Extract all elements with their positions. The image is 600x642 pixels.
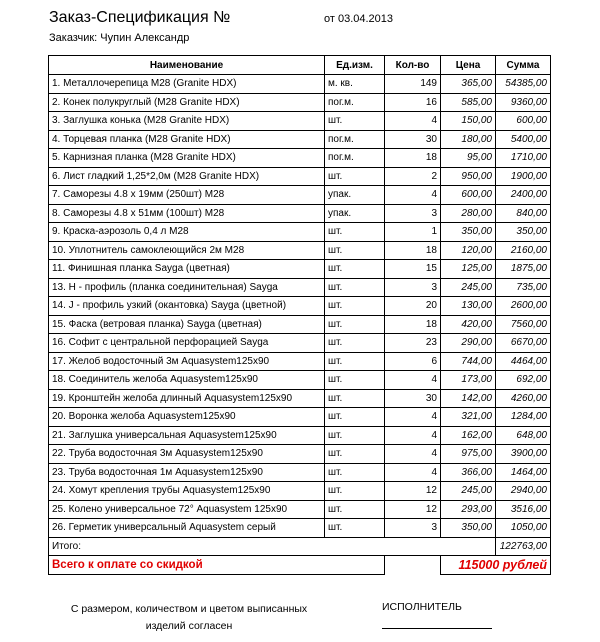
table-row <box>49 223 551 242</box>
table-row <box>49 315 551 334</box>
item-price: 600,00 <box>441 186 496 205</box>
item-sum: 600,00 <box>496 112 551 131</box>
total-label: Итого: <box>49 537 496 556</box>
item-quantity: 1 <box>385 223 441 242</box>
item-name: 3. Заглушка конька (М28 Granite HDX) <box>49 112 325 131</box>
header-quantity: Кол-во <box>385 56 441 75</box>
item-price: 950,00 <box>441 167 496 186</box>
item-unit: шт. <box>325 408 385 427</box>
table-row <box>49 93 551 112</box>
item-unit: шт. <box>325 260 385 279</box>
item-price: 173,00 <box>441 371 496 390</box>
item-sum: 6670,00 <box>496 334 551 353</box>
item-quantity: 3 <box>385 519 441 538</box>
item-unit: упак. <box>325 186 385 205</box>
executor-label: ИСПОЛНИТЕЛЬ <box>382 601 462 613</box>
item-sum: 840,00 <box>496 204 551 223</box>
table-body <box>49 75 551 538</box>
item-quantity: 18 <box>385 315 441 334</box>
item-price: 366,00 <box>441 463 496 482</box>
item-unit: шт. <box>325 352 385 371</box>
item-price: 150,00 <box>441 112 496 131</box>
item-unit: шт. <box>325 315 385 334</box>
item-quantity: 16 <box>385 93 441 112</box>
table-row <box>49 482 551 501</box>
item-name: 1. Металлочерепица М28 (Granite HDX) <box>49 75 325 94</box>
table-row <box>49 260 551 279</box>
customer-name: Заказчик: Чупин Александр <box>49 32 190 44</box>
document-date: от 03.04.2013 <box>324 13 394 25</box>
item-sum: 3516,00 <box>496 500 551 519</box>
table-row <box>49 371 551 390</box>
document-title: Заказ-Спецификация № <box>49 9 231 26</box>
item-quantity: 2 <box>385 167 441 186</box>
item-sum: 692,00 <box>496 371 551 390</box>
table-row <box>49 75 551 94</box>
item-unit: шт. <box>325 389 385 408</box>
item-unit: шт. <box>325 463 385 482</box>
item-unit: пог.м. <box>325 149 385 168</box>
item-unit: шт. <box>325 112 385 131</box>
item-sum: 2600,00 <box>496 297 551 316</box>
agreement-text <box>58 601 320 635</box>
table-row <box>49 463 551 482</box>
item-quantity: 30 <box>385 130 441 149</box>
item-name: 9. Краска-аэрозоль 0,4 л М28 <box>49 223 325 242</box>
table-row <box>49 408 551 427</box>
item-quantity: 4 <box>385 426 441 445</box>
table-row <box>49 167 551 186</box>
item-quantity: 18 <box>385 241 441 260</box>
item-quantity: 6 <box>385 352 441 371</box>
item-sum: 1464,00 <box>496 463 551 482</box>
item-sum: 9360,00 <box>496 93 551 112</box>
item-name: 6. Лист гладкий 1,25*2,0м (М28 Granite HDX) <box>49 167 325 186</box>
header-unit: Ед.изм. <box>325 56 385 75</box>
item-unit: упак. <box>325 204 385 223</box>
table-row <box>49 278 551 297</box>
item-quantity: 23 <box>385 334 441 353</box>
item-unit: пог.м. <box>325 130 385 149</box>
table-header-row <box>49 56 551 75</box>
table-row <box>49 445 551 464</box>
item-name: 22. Труба водосточная 3м Aquasystem125x90 <box>49 445 325 464</box>
item-price: 95,00 <box>441 149 496 168</box>
item-quantity: 4 <box>385 445 441 464</box>
header-sum: Сумма <box>496 56 551 75</box>
item-price: 290,00 <box>441 334 496 353</box>
table-row <box>49 241 551 260</box>
item-name: 15. Фаска (ветровая планка) Sayga (цветная) <box>49 315 325 334</box>
item-price: 142,00 <box>441 389 496 408</box>
item-sum: 2940,00 <box>496 482 551 501</box>
item-price: 585,00 <box>441 93 496 112</box>
discount-label: Всего к оплате со скидкой <box>49 556 385 575</box>
item-sum: 4464,00 <box>496 352 551 371</box>
table-row <box>49 389 551 408</box>
item-quantity: 3 <box>385 278 441 297</box>
item-sum: 648,00 <box>496 426 551 445</box>
discount-spacer <box>385 556 441 575</box>
item-price: 321,00 <box>441 408 496 427</box>
item-unit: шт. <box>325 482 385 501</box>
item-sum: 735,00 <box>496 278 551 297</box>
item-sum: 350,00 <box>496 223 551 242</box>
item-price: 365,00 <box>441 75 496 94</box>
item-unit: шт. <box>325 500 385 519</box>
item-sum: 2160,00 <box>496 241 551 260</box>
item-unit: шт. <box>325 278 385 297</box>
item-name: 14. J - профиль узкий (окантовка) Sayga (цветной) <box>49 297 325 316</box>
item-quantity: 3 <box>385 204 441 223</box>
header-price: Цена <box>441 56 496 75</box>
item-name: 10. Уплотнитель самоклеющийся 2м М28 <box>49 241 325 260</box>
item-name: 17. Желоб водосточный 3м Aquasystem125x90 <box>49 352 325 371</box>
table-row <box>49 149 551 168</box>
item-sum: 3900,00 <box>496 445 551 464</box>
item-name: 4. Торцевая планка (М28 Granite HDX) <box>49 130 325 149</box>
item-quantity: 18 <box>385 149 441 168</box>
table-row <box>49 519 551 538</box>
item-quantity: 4 <box>385 371 441 390</box>
item-quantity: 12 <box>385 482 441 501</box>
item-price: 180,00 <box>441 130 496 149</box>
signature-line <box>382 628 492 629</box>
item-name: 25. Колено универсальное 72° Aquasystem 125x90 <box>49 500 325 519</box>
item-unit: м. кв. <box>325 75 385 94</box>
item-name: 20. Воронка желоба Aquasystem125x90 <box>49 408 325 427</box>
item-price: 120,00 <box>441 241 496 260</box>
item-name: 16. Софит с центральной перфорацией Sayga <box>49 334 325 353</box>
discount-value: 115000 рублей <box>441 556 551 575</box>
item-unit: шт. <box>325 371 385 390</box>
item-unit: шт. <box>325 334 385 353</box>
item-price: 130,00 <box>441 297 496 316</box>
item-sum: 5400,00 <box>496 130 551 149</box>
item-sum: 7560,00 <box>496 315 551 334</box>
table-row <box>49 112 551 131</box>
item-price: 280,00 <box>441 204 496 223</box>
item-price: 350,00 <box>441 519 496 538</box>
item-quantity: 149 <box>385 75 441 94</box>
item-price: 975,00 <box>441 445 496 464</box>
table-row <box>49 426 551 445</box>
item-name: 11. Финишная планка Sayga (цветная) <box>49 260 325 279</box>
item-sum: 1710,00 <box>496 149 551 168</box>
item-unit: шт. <box>325 426 385 445</box>
item-sum: 2400,00 <box>496 186 551 205</box>
total-row <box>49 537 551 556</box>
discount-row <box>49 556 551 575</box>
item-sum: 1050,00 <box>496 519 551 538</box>
agreement-line-1: С размером, количеством и цветом выписанных <box>70 603 308 615</box>
item-price: 420,00 <box>441 315 496 334</box>
item-price: 245,00 <box>441 278 496 297</box>
table-row <box>49 297 551 316</box>
table-row <box>49 204 551 223</box>
item-sum: 4260,00 <box>496 389 551 408</box>
item-name: 2. Конек полукруглый (М28 Granite HDX) <box>49 93 325 112</box>
item-quantity: 15 <box>385 260 441 279</box>
item-sum: 1900,00 <box>496 167 551 186</box>
item-quantity: 4 <box>385 186 441 205</box>
item-quantity: 12 <box>385 500 441 519</box>
item-name: 23. Труба водосточная 1м Aquasystem125x90 <box>49 463 325 482</box>
item-quantity: 4 <box>385 408 441 427</box>
item-quantity: 4 <box>385 463 441 482</box>
item-unit: пог.м. <box>325 93 385 112</box>
item-quantity: 20 <box>385 297 441 316</box>
item-name: 24. Хомут крепления трубы Aquasystem125x90 <box>49 482 325 501</box>
item-sum: 54385,00 <box>496 75 551 94</box>
item-unit: шт. <box>325 445 385 464</box>
item-unit: шт. <box>325 167 385 186</box>
item-price: 125,00 <box>441 260 496 279</box>
item-name: 7. Саморезы 4.8 х 19мм (250шт) М28 <box>49 186 325 205</box>
item-quantity: 4 <box>385 112 441 131</box>
item-price: 744,00 <box>441 352 496 371</box>
item-unit: шт. <box>325 241 385 260</box>
item-unit: шт. <box>325 223 385 242</box>
item-unit: шт. <box>325 297 385 316</box>
item-name: 21. Заглушка универсальная Aquasystem125x90 <box>49 426 325 445</box>
item-name: 19. Кронштейн желоба длинный Aquasystem125x90 <box>49 389 325 408</box>
item-price: 293,00 <box>441 500 496 519</box>
agreement-line-2: изделий согласен <box>145 620 233 632</box>
table-row <box>49 352 551 371</box>
item-name: 8. Саморезы 4.8 х 51мм (100шт) М28 <box>49 204 325 223</box>
header-name: Наименование <box>49 56 325 75</box>
item-name: 18. Соединитель желоба Aquasystem125x90 <box>49 371 325 390</box>
table-row <box>49 500 551 519</box>
total-value: 122763,00 <box>496 537 551 556</box>
item-name: 5. Карнизная планка (М28 Granite HDX) <box>49 149 325 168</box>
item-name: 26. Герметик универсальный Aquasystem серый <box>49 519 325 538</box>
table-row <box>49 334 551 353</box>
table-row <box>49 186 551 205</box>
item-sum: 1875,00 <box>496 260 551 279</box>
item-price: 245,00 <box>441 482 496 501</box>
item-name: 13. Н - профиль (планка соединительная) Sayga <box>49 278 325 297</box>
item-sum: 1284,00 <box>496 408 551 427</box>
item-price: 162,00 <box>441 426 496 445</box>
item-quantity: 30 <box>385 389 441 408</box>
specification-table <box>48 55 551 575</box>
item-price: 350,00 <box>441 223 496 242</box>
table-row <box>49 130 551 149</box>
item-unit: шт. <box>325 519 385 538</box>
